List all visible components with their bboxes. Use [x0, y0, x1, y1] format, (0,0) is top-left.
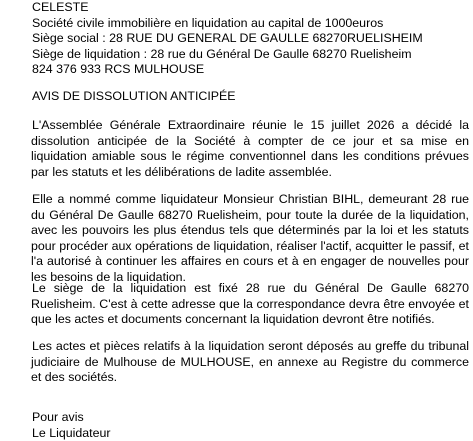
paragraph-dissolution — [31, 118, 469, 180]
notice-title: AVIS DE DISSOLUTION ANTICIPÉE — [32, 89, 236, 103]
closing-signature — [32, 410, 111, 441]
registered-office: Siège social : 28 RUE DU GENERAL DE GAULLE 68270RUELISHEIM — [32, 31, 423, 46]
company-type: Société civile immobilière en liquidation au capital de 1000euros — [32, 15, 384, 30]
paragraph-liquidator — [31, 192, 469, 286]
paragraph-liquidation-seat-text: Le siège de la liquidation est fixé 28 rue du Général De Gaulle 68270 Ruelisheim. C'est à cette adresse que la correspondance devra être envoyée et que les actes et documents concernant la liquidation devront être notifiés. — [31, 281, 469, 327]
paragraph-filing — [31, 339, 469, 386]
rcs-number: 824 376 933 RCS MULHOUSE — [32, 62, 205, 77]
paragraph-liquidator-text: Elle a nommé comme liquidateur Monsieur Christian BIHL, demeurant 28 rue du Général De Gaulle 68270 Ruelisheim, pour toute la durée de la liquidation, avec les pouvoirs les plus étendus tels que déterminés par la loi et les statuts pour procéder aux opérations de liquidation, réaliser l'actif, acquitter le passif, et l'a autorisé à continuer les affaires en cours et à en engager de nouvelles pour les besoins de la liquidation. — [31, 192, 469, 284]
paragraph-dissolution-text: L'Assemblée Générale Extraordinaire réunie le 15 juillet 2026 a décidé la dissolution anticipée de la Société à compter de ce jour et sa mise en liquidation amiable sous le régime conventionnel dans les conditions prévues par les statuts et les délibérations de ladite assemblée. — [31, 118, 469, 179]
liquidation-office: Siège de liquidation : 28 rue du Général De Gaulle 68270 Ruelisheim — [32, 46, 412, 61]
company-header — [32, 0, 462, 78]
company-name: CELESTE — [32, 0, 89, 14]
pour-avis: Pour avis — [32, 410, 84, 424]
paragraph-filing-text: Les actes et pièces relatifs à la liquidation seront déposés au greffe du tribunal judiciaire de Mulhouse de MULHOUSE, en annexe au Registre du commerce et des sociétés. — [31, 339, 469, 385]
paragraph-liquidation-seat — [31, 281, 469, 328]
signatory: Le Liquidateur — [32, 425, 111, 440]
